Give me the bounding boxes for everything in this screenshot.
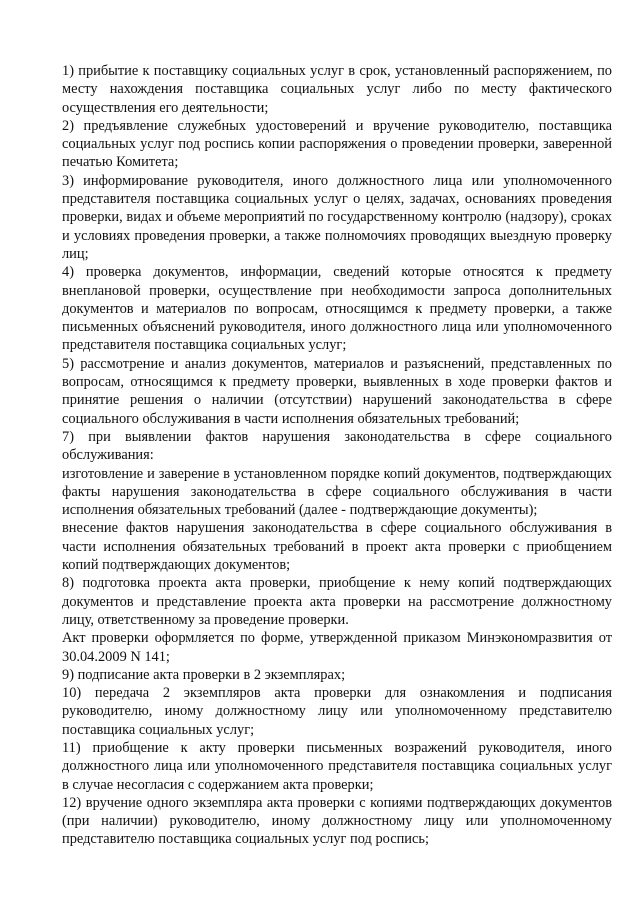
paragraph-1: 1) прибытие к поставщику социальных услуг в срок, установленный распоряжением, по месту нахождения поставщика социальных услуг либо по месту фактического осуществления его деятельности; <box>62 63 612 116</box>
paragraph-10: 10) передача 2 экземпляров акта проверки для ознакомления и подписания руководителю, иному должностному лицу или уполномоченному представителю поставщика социальных услуг; <box>62 685 612 738</box>
paragraph-12: 12) вручение одного экземпляра акта проверки с копиями подтверждающих документов (при наличии) руководителю, иному должностному лицу или уполномоченному представителю поставщика социальных услуг под роспись; <box>62 794 612 848</box>
paragraph-5: 5) рассмотрение и анализ документов, материалов и разъяснений, представленных по вопросам, относящимся к предмету проверки, выявленных в ходе проверки фактов и принятие решения о наличии (отсутствии) нарушений законодательства в сфере социального обслуживания в части исполнения обязательных требований; <box>62 355 612 427</box>
paragraph-4: 4) проверка документов, информации, сведений которые относятся к предмету внеплановой проверки, осуществление при необходимости запроса дополнительных документов и материалов по вопросам, относящимся к предмету проверки, а также письменных объяснений руководителя, иного должностного лица или уполномоченного представителя поставщика социальных услуг; <box>62 264 612 354</box>
paragraph-7-copies: изготовление и заверение в установленном порядке копий документов, подтверждающих факты нарушения законодательства в сфере социального обслуживания в части исполнения обязательных требований (далее - подтверждающие документы); <box>62 465 612 519</box>
paragraph-act-form: Акт проверки оформляется по форме, утвержденной приказом Минэкономразвития от 30.04.2009 N 141; <box>62 630 612 665</box>
paragraph-7-facts: внесение фактов нарушения законодательства в сфере социального обслуживания в части исполнения обязательных требований в проект акта проверки с приобщением копий подтверждающих документов; <box>62 520 612 574</box>
document-page <box>62 62 612 849</box>
paragraph-8: 8) подготовка проекта акта проверки, приобщение к нему копий подтверждающих документов и представление проекта акта проверки на рассмотрение должностному лицу, ответственному за проведение проверки. <box>62 575 612 628</box>
paragraph-11: 11) приобщение к акту проверки письменных возражений руководителя, иного должностного лица или уполномоченного представителя поставщика социальных услуг в случае несогласия с содержанием акта проверки; <box>62 739 612 793</box>
paragraph-2: 2) предъявление служебных удостоверений и вручение руководителю, поставщика социальных услуг под роспись копии распоряжения о проведении проверки, заверенной печатью Комитета; <box>62 117 612 171</box>
paragraph-3: 3) информирование руководителя, иного должностного лица или уполномоченного представителя поставщика социальных услуг о целях, задачах, основаниях проведения проверки, видах и объеме мероприятий по государственному контролю (надзору), сроках и условиях проведения проверки, а также полномочиях проводящих выездную проверку лиц; <box>62 172 612 262</box>
paragraph-9: 9) подписание акта проверки в 2 экземплярах; <box>62 666 346 683</box>
paragraph-7: 7) при выявлении фактов нарушения законодательства в сфере социального обслуживания: <box>62 428 612 464</box>
